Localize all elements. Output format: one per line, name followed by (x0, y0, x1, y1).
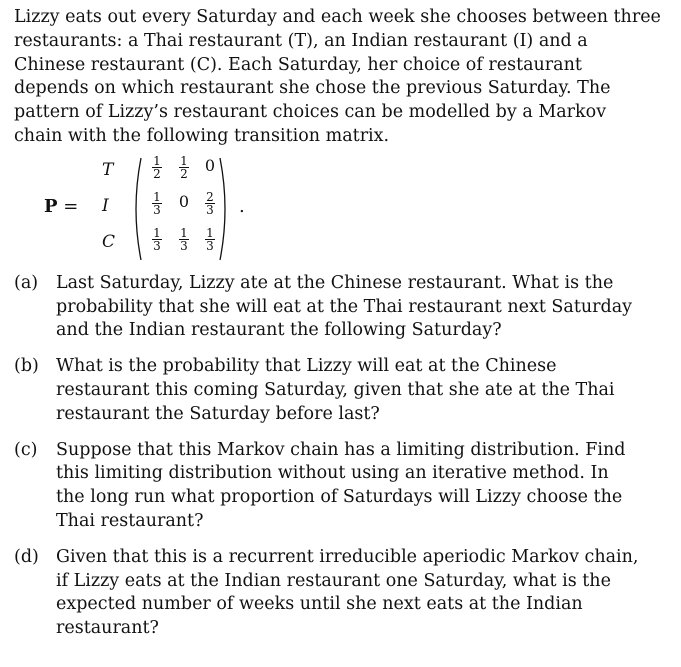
intro-line: depends on which restaurant she chose the previous Saturday. The (14, 78, 611, 99)
transition-matrix (14, 154, 634, 266)
intro-line: Chinese restaurant (C). Each Saturday, her choice of restaurant (14, 54, 582, 75)
row-label-i: I (102, 195, 109, 216)
question-line: this limiting distribution without using an iterative method. In (56, 463, 609, 484)
intro-line: chain with the following transition matrix. (14, 125, 390, 146)
intro-line: restaurants: a Thai restaurant (T), an Indian restaurant (I) and a (14, 30, 588, 51)
matrix-cell-c-c: $\frac{1}{3}$ (206, 225, 214, 253)
matrix-equals: = (57, 195, 79, 217)
question-line: expected number of weeks until she next eats at the Indian (56, 594, 583, 615)
question-line: probability that she will eat at the Thai restaurant next Saturday (56, 296, 633, 317)
problem-intro (14, 6, 661, 149)
question-body (56, 355, 634, 426)
question-line: What is the probability that Lizzy will eat at the Chinese (56, 356, 557, 377)
matrix-period: . (239, 195, 245, 217)
matrix-cell-t-c: 0 (204, 155, 216, 175)
intro-line: Lizzy eats out every Saturday and each week she chooses between three (14, 7, 661, 27)
question-line: and the Indian restaurant the following Saturday? (56, 320, 502, 341)
row-label-t: T (102, 159, 114, 180)
matrix-cell-c-i: $\frac{1}{3}$ (180, 225, 188, 253)
question-line: restaurant this coming Saturday, given that she ate at the Thai (56, 379, 615, 400)
question-b (14, 355, 634, 426)
matrix-name: P (44, 195, 58, 217)
question-line: restaurant the Saturday before last? (56, 403, 380, 424)
matrix-cell-c-t: $\frac{1}{3}$ (153, 225, 161, 253)
question-line: Last Saturday, Lizzy ate at the Chinese restaurant. What is the (56, 272, 614, 293)
question-label: (d) (14, 546, 39, 567)
question-line: restaurant? (56, 618, 159, 639)
question-label: (a) (14, 272, 39, 293)
intro-line: pattern of Lizzy’s restaurant choices can be modelled by a Markov (14, 102, 607, 123)
question-body (56, 272, 634, 343)
question-body (56, 546, 639, 641)
question-d (14, 546, 639, 641)
left-paren (129, 157, 143, 261)
question-line: the long run what proportion of Saturdays will Lizzy choose the (56, 487, 623, 508)
matrix-cell-t-i: $\frac{1}{2}$ (180, 153, 188, 181)
matrix-cell-i-i: 0 (178, 191, 190, 211)
question-body (56, 439, 634, 534)
matrix-cell-i-c: $\frac{2}{3}$ (206, 189, 214, 217)
matrix-symbol (44, 196, 78, 217)
row-label-c: C (102, 231, 116, 252)
question-c (14, 439, 634, 534)
question-line: if Lizzy eats at the Indian restaurant one Saturday, what is the (56, 570, 611, 591)
matrix-cell-i-t: $\frac{1}{3}$ (153, 189, 161, 217)
matrix-cell-t-t: $\frac{1}{2}$ (153, 153, 161, 181)
question-line: Given that this is a recurrent irreducible aperiodic Markov chain, (56, 546, 639, 567)
question-label: (c) (14, 439, 38, 460)
question-line: Thai restaurant? (56, 510, 204, 531)
problem-page (14, 6, 661, 641)
question-line: Suppose that this Markov chain has a limiting distribution. Find (56, 439, 626, 460)
question-label: (b) (14, 356, 39, 377)
question-a (14, 272, 634, 343)
